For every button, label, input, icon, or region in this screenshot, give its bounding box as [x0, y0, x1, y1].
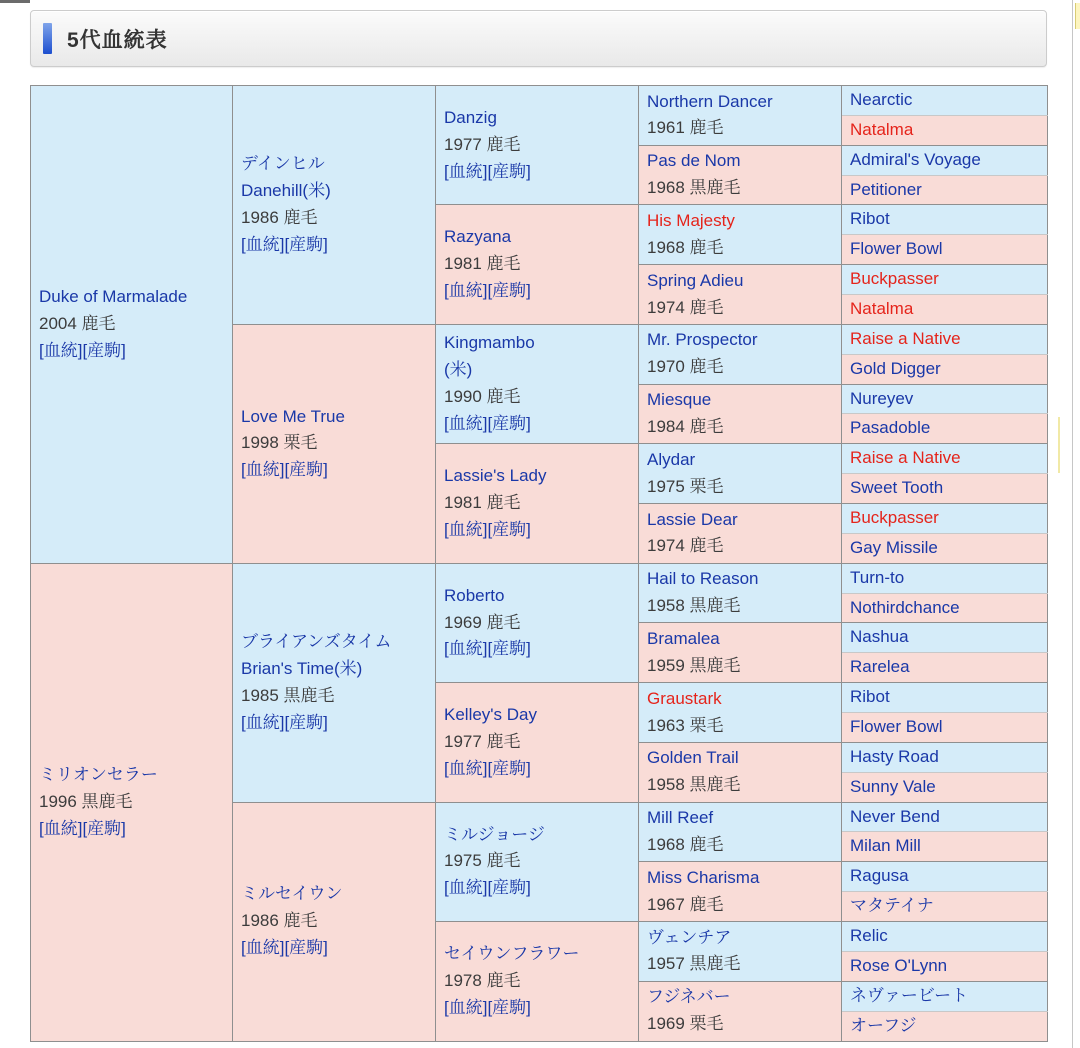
horse-name-link[interactable]: ミリオンセラー: [39, 764, 158, 784]
horse-links: [241, 710, 427, 737]
pedigree-cell-gen5: [842, 802, 1048, 832]
pedigree-cell-gen4: [639, 205, 842, 265]
blood-link[interactable]: [血統]: [444, 281, 488, 301]
offspring-link[interactable]: [産駒]: [82, 818, 126, 838]
offspring-link[interactable]: [産駒]: [284, 937, 328, 957]
horse-name-link-inbred[interactable]: Graustark: [647, 688, 722, 708]
pedigree-cell-gen3: [436, 922, 639, 1041]
horse-name-link[interactable]: オーフジ: [850, 1015, 917, 1035]
pedigree-cell-gen5: [842, 951, 1048, 981]
pedigree-table-grid: [30, 85, 1048, 1042]
horse-year: 1975 鹿毛: [444, 851, 521, 871]
horse-name-link[interactable]: ブライアンズタイム: [241, 631, 392, 651]
horse-name-link[interactable]: Mr. Prospector: [647, 330, 758, 350]
pedigree-cell-gen1: [31, 86, 233, 564]
horse-year: 1984 鹿毛: [647, 416, 724, 436]
horse-name-link[interactable]: Nureyev: [850, 388, 914, 408]
horse-name-link[interactable]: ミルジョージ: [444, 824, 545, 844]
horse-name-link[interactable]: Rarelea: [850, 657, 910, 677]
horse-year: 1974 鹿毛: [647, 536, 724, 556]
horse-links: [241, 457, 427, 484]
horse-name-link[interactable]: Kingmambo: [444, 333, 535, 353]
pedigree-cell-gen3: [436, 86, 639, 205]
horse-name-link[interactable]: Golden Trail: [647, 748, 739, 768]
horse-name-link-inbred[interactable]: Buckpasser: [850, 508, 939, 528]
horse-name-link[interactable]: Danzig: [444, 107, 497, 127]
pedigree-cell-gen4: [639, 563, 842, 623]
pedigree-cell-gen4: [639, 504, 842, 564]
horse-name-link-inbred[interactable]: His Majesty: [647, 210, 735, 230]
horse-year: 1998 栗毛: [241, 433, 318, 453]
horse-links: [39, 338, 224, 365]
pedigree-cell-gen3: [436, 324, 639, 443]
horse-links: [444, 517, 630, 544]
horse-name-link-secondary[interactable]: Brian's Time(米): [241, 658, 363, 678]
blood-link[interactable]: [血統]: [241, 234, 285, 254]
pedigree-table: [30, 85, 1047, 1042]
blood-link[interactable]: [血統]: [444, 639, 488, 659]
pedigree-cell-gen5: [842, 265, 1048, 295]
page-top-artifact: [0, 0, 30, 3]
pedigree-cell-gen3: [436, 683, 639, 802]
horse-name-link[interactable]: ヴェンチア: [647, 927, 732, 947]
pedigree-cell-gen5: [842, 892, 1048, 922]
blood-link[interactable]: [血統]: [39, 340, 83, 360]
horse-name-link-inbred[interactable]: Raise a Native: [850, 448, 961, 468]
pedigree-cell-gen5: [842, 175, 1048, 205]
horse-links: [39, 816, 224, 843]
horse-year: 1996 黒鹿毛: [39, 791, 133, 811]
blood-link[interactable]: [血統]: [444, 161, 488, 181]
offspring-link[interactable]: [産駒]: [284, 712, 328, 732]
horse-name-link[interactable]: Spring Adieu: [647, 270, 744, 290]
horse-name-link-secondary[interactable]: Danehill(米): [241, 181, 331, 201]
pedigree-cell-gen4: [639, 444, 842, 504]
horse-name-link[interactable]: Kelley's Day: [444, 705, 538, 725]
horse-name-link[interactable]: Razyana: [444, 227, 512, 247]
horse-name-link[interactable]: Flower Bowl: [850, 239, 943, 259]
horse-name-link[interactable]: Bramalea: [647, 628, 720, 648]
offspring-link[interactable]: [産駒]: [284, 460, 328, 480]
horse-name-link[interactable]: Flower Bowl: [850, 717, 943, 737]
offspring-link[interactable]: [産駒]: [284, 234, 328, 254]
pedigree-cell-gen5: [842, 862, 1048, 892]
horse-year: 1977 鹿毛: [444, 731, 521, 751]
horse-year: 1961 鹿毛: [647, 118, 724, 138]
pedigree-cell-gen5: [842, 533, 1048, 563]
pedigree-cell-gen5: [842, 653, 1048, 683]
horse-name-link-inbred[interactable]: Raise a Native: [850, 328, 961, 348]
pedigree-cell-gen4: [639, 683, 842, 743]
pedigree-cell-gen1: [31, 563, 233, 1041]
section-title: 5代血統表: [67, 28, 168, 52]
pedigree-cell-gen5: [842, 205, 1048, 235]
pedigree-cell-gen5: [842, 922, 1048, 952]
offspring-link[interactable]: [産駒]: [487, 161, 531, 181]
horse-links: [444, 756, 630, 783]
offspring-link[interactable]: [産駒]: [487, 413, 531, 433]
horse-name-link[interactable]: Lassie Dear: [647, 509, 738, 529]
horse-links: [444, 411, 630, 438]
pedigree-cell-gen5: [842, 623, 1048, 653]
pedigree-cell-gen5: [842, 563, 1048, 593]
horse-year: 1970 鹿毛: [647, 357, 724, 377]
horse-year: 1986 鹿毛: [241, 911, 318, 931]
horse-name-link[interactable]: Nashua: [850, 627, 909, 647]
blood-link[interactable]: [血統]: [444, 997, 488, 1017]
horse-name-link[interactable]: Alydar: [647, 449, 696, 469]
pedigree-cell-gen5: [842, 742, 1048, 772]
horse-name-link[interactable]: Ribot: [850, 209, 890, 229]
horse-name-link[interactable]: Sweet Tooth: [850, 478, 944, 498]
horse-links: [241, 232, 427, 259]
horse-name-link[interactable]: Turn-to: [850, 567, 905, 587]
horse-name-link[interactable]: Roberto: [444, 585, 505, 605]
pedigree-cell-gen4: [639, 324, 842, 384]
horse-name-link[interactable]: Lassie's Lady: [444, 466, 547, 486]
horse-name-link[interactable]: ネヴァービート: [850, 985, 969, 1005]
horse-name-link[interactable]: ミルセイウン: [241, 884, 343, 904]
pedigree-cell-gen3: [436, 444, 639, 563]
horse-links: [444, 875, 630, 902]
pedigree-cell-gen5: [842, 414, 1048, 444]
pedigree-cell-gen3: [436, 205, 639, 324]
horse-name-link[interactable]: Rose O'Lynn: [850, 955, 948, 975]
offspring-link[interactable]: [産駒]: [82, 340, 126, 360]
pedigree-cell-gen2: [233, 86, 436, 325]
horse-name-link[interactable]: Admiral's Voyage: [850, 149, 981, 169]
horse-links: [444, 159, 630, 186]
pedigree-cell-gen4: [639, 742, 842, 802]
horse-year: 2004 鹿毛: [39, 313, 116, 333]
pedigree-cell-gen2: [233, 802, 436, 1041]
horse-year: 1968 鹿毛: [647, 834, 724, 854]
pedigree-table-body: [31, 86, 1048, 1042]
horse-name-link[interactable]: Hail to Reason: [647, 569, 759, 589]
blood-link[interactable]: [血統]: [241, 460, 285, 480]
pedigree-cell-gen5: [842, 444, 1048, 474]
pedigree-cell-gen5: [842, 1011, 1048, 1041]
pedigree-cell-gen5: [842, 324, 1048, 354]
pedigree-cell-gen5: [842, 474, 1048, 504]
pedigree-cell-gen5: [842, 981, 1048, 1011]
horse-name-link[interactable]: Relic: [850, 926, 888, 946]
horse-year: 1967 鹿毛: [647, 894, 724, 914]
pedigree-cell-gen4: [639, 86, 842, 146]
blood-link[interactable]: [血統]: [241, 712, 285, 732]
offspring-link[interactable]: [産駒]: [487, 758, 531, 778]
offspring-link[interactable]: [産駒]: [487, 878, 531, 898]
horse-name-link[interactable]: Nearctic: [850, 90, 913, 109]
horse-name-link[interactable]: Gold Digger: [850, 358, 941, 378]
pedigree-cell-gen4: [639, 922, 842, 982]
section-header: [30, 10, 1047, 67]
horse-name-link-inbred[interactable]: Natalma: [850, 299, 914, 319]
horse-year: 1968 鹿毛: [647, 237, 724, 257]
horse-name-link[interactable]: Love Me True: [241, 406, 345, 426]
horse-year: 1968 黒鹿毛: [647, 178, 741, 198]
horse-name-link[interactable]: Mill Reef: [647, 808, 714, 828]
pedigree-cell-gen5: [842, 115, 1048, 145]
horse-name-link[interactable]: Ribot: [850, 687, 890, 707]
horse-links: [241, 935, 427, 962]
blood-link[interactable]: [血統]: [444, 413, 488, 433]
horse-year: 1963 栗毛: [647, 715, 724, 735]
pedigree-cell-gen4: [639, 265, 842, 325]
horse-links: [444, 278, 630, 305]
horse-links: [444, 636, 630, 663]
horse-name-link-inbred[interactable]: Natalma: [850, 119, 914, 139]
pedigree-cell-gen3: [436, 563, 639, 682]
horse-name-link[interactable]: Ragusa: [850, 866, 909, 886]
pedigree-cell-gen4: [639, 862, 842, 922]
horse-links: [444, 995, 630, 1022]
horse-name-link[interactable]: Sunny Vale: [850, 776, 936, 796]
offspring-link[interactable]: [産駒]: [487, 639, 531, 659]
horse-name-link[interactable]: マタテイナ: [850, 896, 934, 916]
horse-name-link[interactable]: Duke of Marmalade: [39, 287, 188, 307]
horse-year: 1981 鹿毛: [444, 254, 521, 274]
horse-name-link[interactable]: Milan Mill: [850, 836, 921, 856]
page-edge-artifact-2: [1058, 417, 1060, 473]
horse-year: 1985 黒鹿毛: [241, 685, 335, 705]
horse-name-link[interactable]: Miesque: [647, 390, 712, 410]
pedigree-cell-gen5: [842, 145, 1048, 175]
horse-name-link[interactable]: セイウンフラワー: [444, 943, 580, 963]
blood-link[interactable]: [血統]: [241, 937, 285, 957]
horse-name-link[interactable]: Nothirdchance: [850, 597, 960, 617]
horse-year: 1959 黒鹿毛: [647, 655, 741, 675]
pedigree-cell-gen5: [842, 832, 1048, 862]
pedigree-cell-gen3: [436, 802, 639, 921]
horse-name-link[interactable]: フジネバー: [647, 987, 731, 1007]
pedigree-cell-gen4: [639, 623, 842, 683]
pedigree-cell-gen5: [842, 295, 1048, 325]
pedigree-cell-gen5: [842, 86, 1048, 116]
pedigree-cell-gen2: [233, 563, 436, 802]
section-accent-bar: [43, 23, 52, 54]
offspring-link[interactable]: [産駒]: [487, 997, 531, 1017]
horse-name-link[interactable]: Northern Dancer: [647, 91, 773, 111]
horse-name-link[interactable]: Pasadoble: [850, 418, 931, 438]
pedigree-cell-gen5: [842, 683, 1048, 713]
horse-name-link[interactable]: Hasty Road: [850, 746, 939, 766]
horse-year: 1978 鹿毛: [444, 970, 521, 990]
pedigree-cell-gen2: [233, 324, 436, 563]
blood-link[interactable]: [血統]: [444, 878, 488, 898]
horse-year: 1957 黒鹿毛: [647, 954, 741, 974]
horse-year: 1981 鹿毛: [444, 493, 521, 513]
horse-name-link[interactable]: Never Bend: [850, 806, 940, 826]
horse-year: 1974 鹿毛: [647, 297, 724, 317]
blood-link[interactable]: [血統]: [444, 758, 488, 778]
pedigree-cell-gen4: [639, 981, 842, 1041]
pedigree-cell-gen5: [842, 235, 1048, 265]
horse-name-link[interactable]: Gay Missile: [850, 537, 938, 557]
horse-name-link-secondary[interactable]: (米): [444, 360, 473, 380]
pedigree-cell-gen4: [639, 145, 842, 205]
page-edge-artifact: [1075, 3, 1080, 29]
horse-year: 1990 鹿毛: [444, 387, 521, 407]
blood-link[interactable]: [血統]: [444, 519, 488, 539]
pedigree-cell-gen5: [842, 593, 1048, 623]
pedigree-cell-gen5: [842, 713, 1048, 743]
offspring-link[interactable]: [産駒]: [487, 281, 531, 301]
horse-year: 1977 鹿毛: [444, 134, 521, 154]
offspring-link[interactable]: [産駒]: [487, 519, 531, 539]
horse-year: 1958 黒鹿毛: [647, 596, 741, 616]
horse-year: 1958 黒鹿毛: [647, 775, 741, 795]
pedigree-cell-gen4: [639, 384, 842, 444]
pedigree-cell-gen5: [842, 772, 1048, 802]
horse-name-link[interactable]: Miss Charisma: [647, 867, 760, 887]
blood-link[interactable]: [血統]: [39, 818, 83, 838]
horse-name-link-inbred[interactable]: Buckpasser: [850, 269, 939, 289]
horse-name-link[interactable]: Petitioner: [850, 179, 922, 199]
horse-year: 1969 栗毛: [647, 1014, 724, 1034]
pedigree-cell-gen4: [639, 802, 842, 862]
horse-year: 1986 鹿毛: [241, 207, 318, 227]
horse-name-link[interactable]: デインヒル: [241, 154, 325, 174]
horse-name-link[interactable]: Pas de Nom: [647, 151, 741, 171]
pedigree-cell-gen5: [842, 384, 1048, 414]
page-right-border: [1072, 0, 1073, 1048]
horse-year: 1975 栗毛: [647, 476, 724, 496]
pedigree-cell-gen5: [842, 354, 1048, 384]
horse-year: 1969 鹿毛: [444, 612, 521, 632]
pedigree-cell-gen5: [842, 504, 1048, 534]
